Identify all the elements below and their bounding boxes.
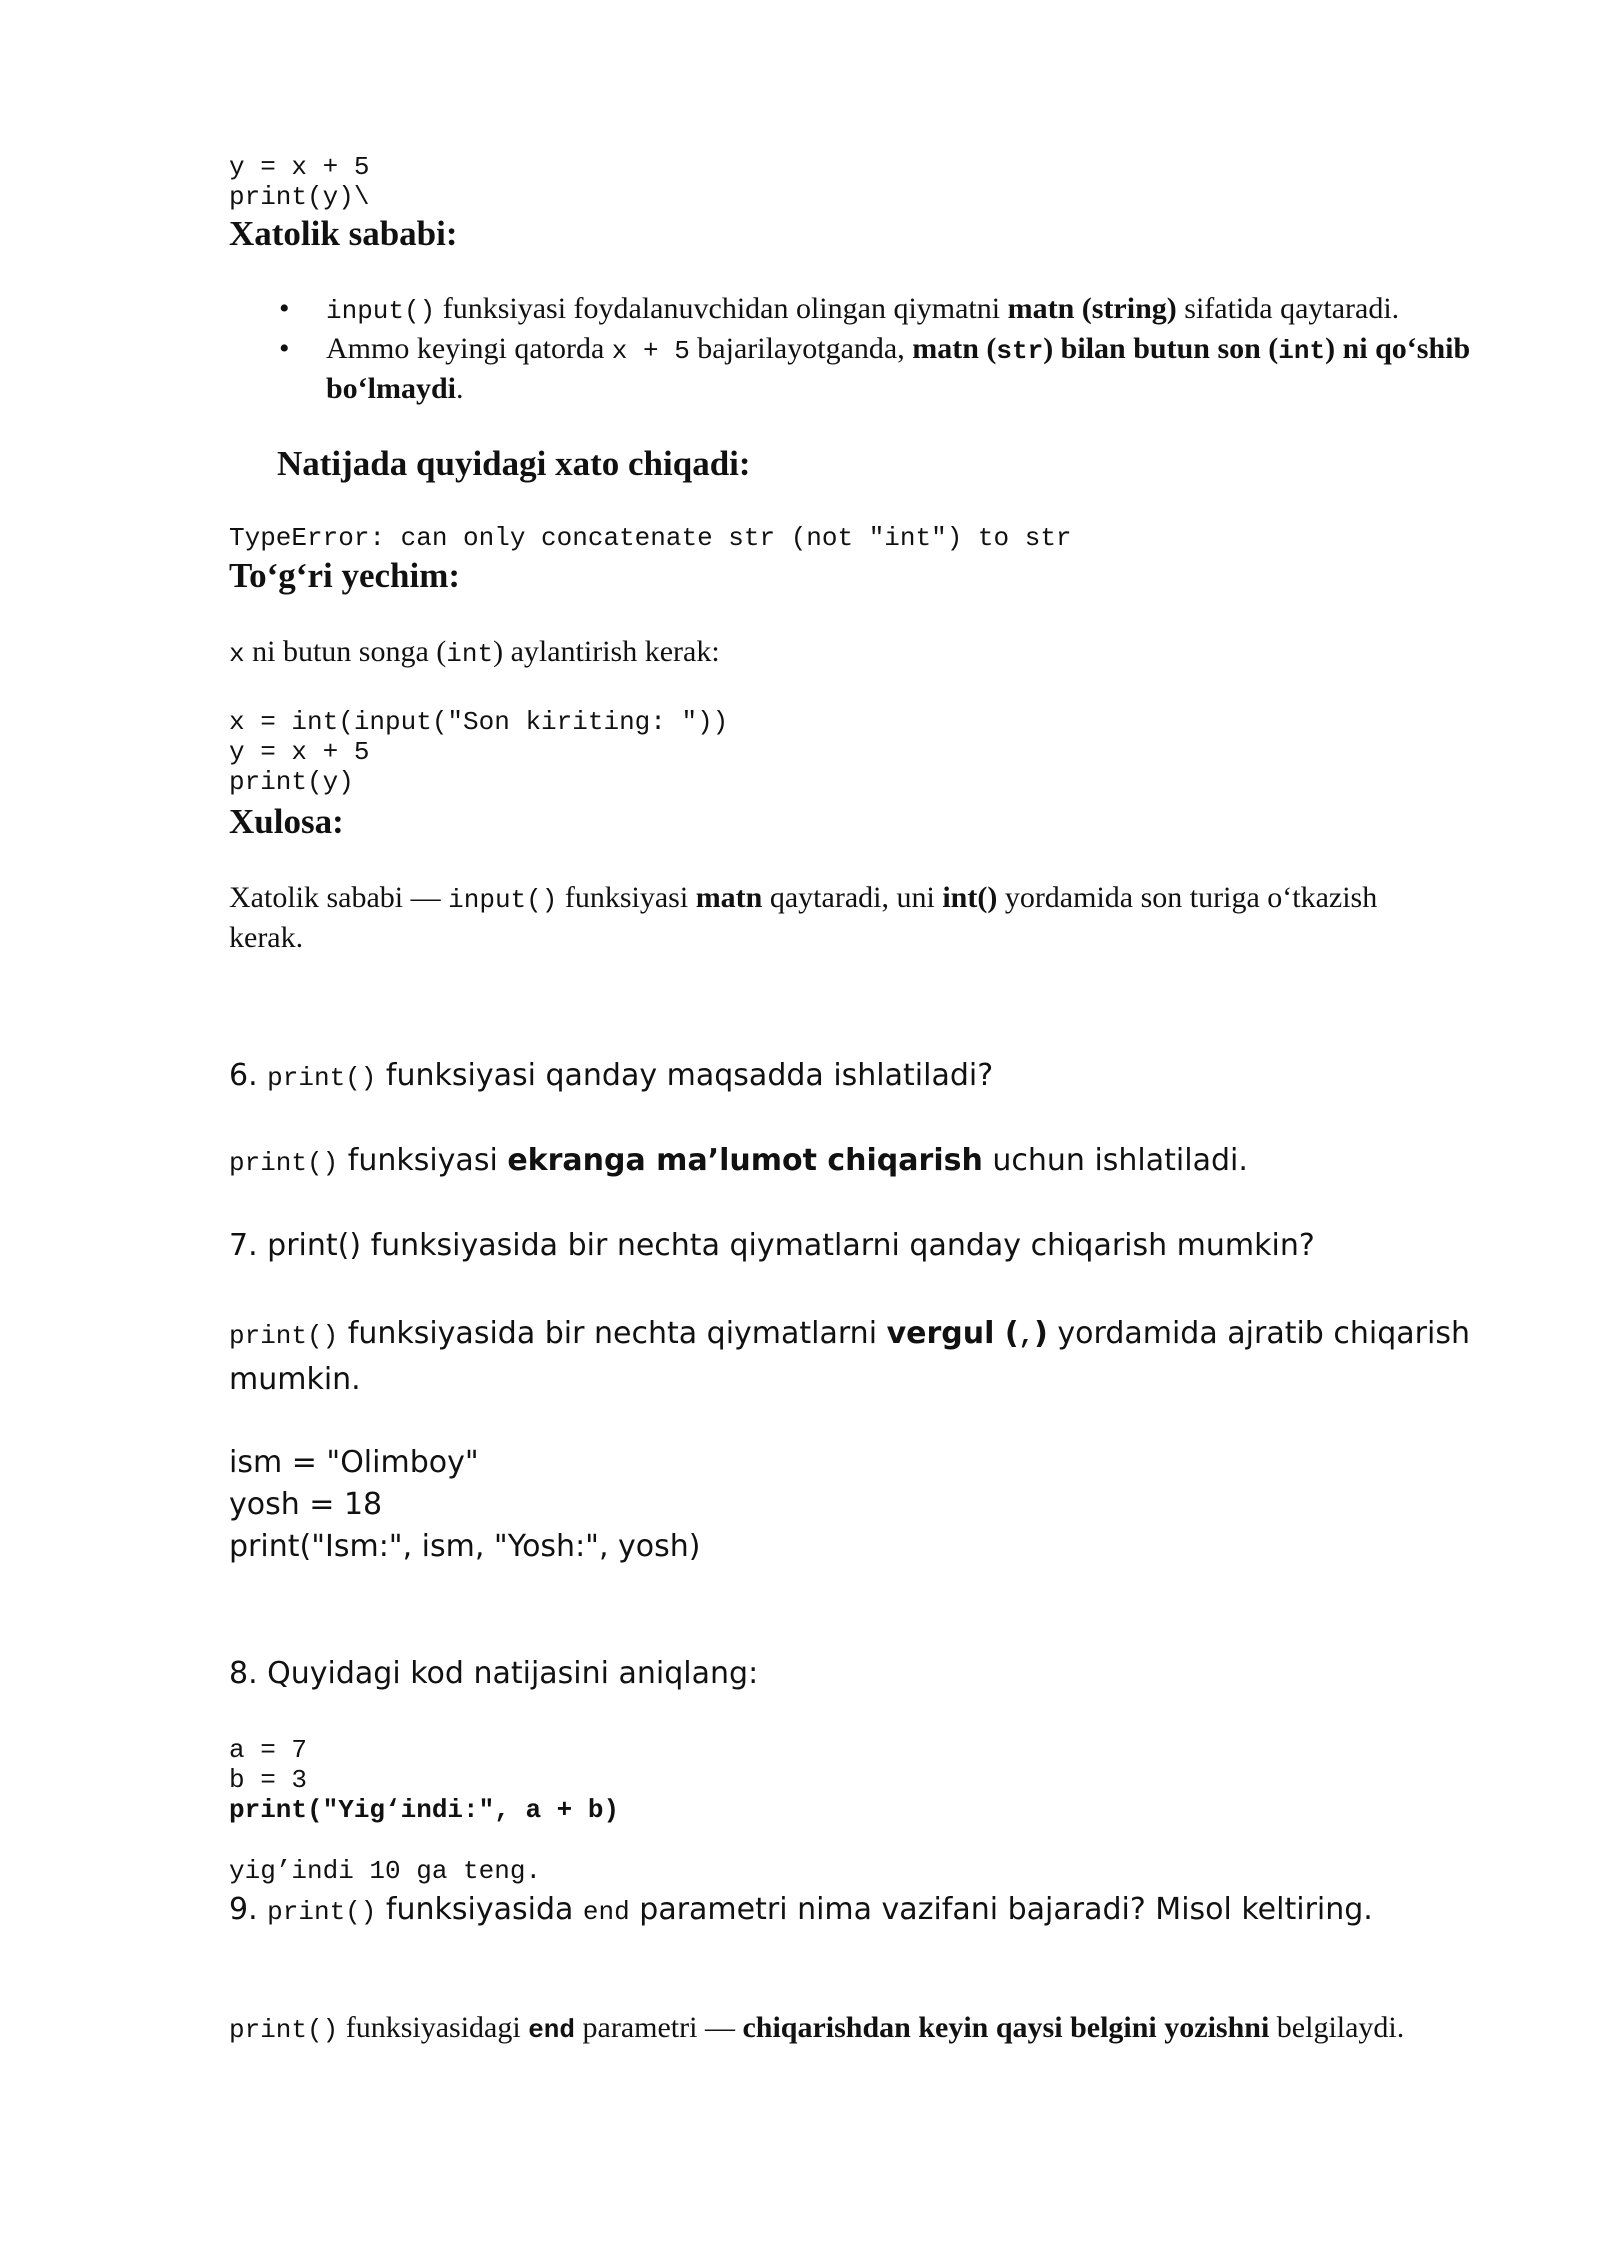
bold-text: matn (string) (1007, 292, 1177, 325)
bold-text: matn ( (912, 332, 997, 365)
inline-code: input() (448, 885, 558, 915)
code-line: y = x + 5 (229, 737, 370, 767)
bold-text: ) ni qo‘shib bo‘lmaydi (326, 332, 1471, 405)
inline-code: input() (326, 296, 436, 326)
bullet-dot-icon: • (279, 292, 290, 325)
text: yordamida son turiga o‘tkazish (997, 881, 1378, 914)
text: funksiyasi foydalanuvchidan olingan qiymatni (435, 292, 1008, 325)
code-block-8 (229, 1735, 619, 1825)
text: parametri nima vazifani bajaradi? Misol keltiring. (629, 1892, 1373, 1927)
bullet-item-2 (229, 330, 1499, 408)
bullet-item-1 (229, 290, 1499, 330)
text: qaytaradi, uni (762, 881, 943, 914)
code-line-bold: print("Yig‘indi:", a + b) (229, 1795, 620, 1825)
cause-bullet-list (229, 290, 1499, 408)
conclusion-line-1 (229, 879, 1377, 919)
inline-code: print() (267, 1897, 377, 1927)
bold-text: vergul ( (886, 1316, 1019, 1351)
example-line: yosh = 18 (229, 1487, 383, 1522)
text: bajarilayotganda, (689, 332, 913, 365)
heading-solution: To‘g‘ri yechim: (229, 556, 461, 595)
code-line: print(y) (229, 767, 354, 797)
text: Xatolik sababi — (229, 881, 449, 914)
code-line: a = 7 (229, 1735, 308, 1765)
code-line: b = 3 (229, 1765, 308, 1795)
text: ) aylantirish kerak: (493, 635, 720, 668)
bold-text: int() (942, 881, 998, 914)
example-line: ism = "Olimboy" (229, 1445, 479, 1480)
inline-code: print() (229, 2015, 339, 2045)
inline-code: print() (267, 1063, 377, 1093)
text: sifatida qaytaradi. (1176, 292, 1400, 325)
solution-text (229, 633, 720, 673)
bold-text: ) bilan butun son ( (1043, 332, 1279, 365)
answer-7-line-2: mumkin. (229, 1362, 361, 1397)
conclusion-line-2: kerak. (229, 921, 304, 954)
code-block-1 (229, 152, 369, 212)
heading-conclusion: Xulosa: (229, 802, 344, 841)
error-line: TypeError: can only concatenate str (not "int") to str (229, 523, 1072, 553)
inline-code: print() (229, 1148, 339, 1178)
inline-code: end (582, 1897, 630, 1927)
inline-code: int (1278, 336, 1326, 366)
text: funksiyasi qanday maqsadda ishlatiladi? (376, 1058, 994, 1093)
code-line: x = int(input("Son kiriting: ")) (229, 707, 729, 737)
bold-text: matn (695, 881, 763, 914)
example-7 (229, 1442, 701, 1568)
inline-code: str (996, 336, 1044, 366)
inline-code: int (446, 639, 494, 669)
inline-code: print() (229, 1321, 339, 1351)
answer-7 (229, 1312, 1470, 1401)
code-block-2 (229, 707, 728, 797)
inline-code: x (229, 639, 245, 669)
inline-code: , (1018, 1321, 1035, 1351)
text: funksiyasida (376, 1892, 583, 1927)
answer-8: yig’indi 10 ga teng. (229, 1856, 542, 1886)
code-line: print(y)\ (229, 182, 370, 212)
text: Ammo keyingi qatorda (326, 332, 612, 365)
inline-code: end (528, 2015, 576, 2045)
example-line: print("Ism:", ism, "Yosh:", yosh) (229, 1529, 701, 1564)
question-number: 9. (229, 1892, 268, 1927)
text: funksiyasidagi (338, 2011, 529, 2044)
text: uchun ishlatiladi. (982, 1143, 1248, 1178)
text: funksiyasi (338, 1143, 508, 1178)
heading-cause: Xatolik sababi: (229, 214, 458, 253)
bullet-dot-icon: • (279, 332, 290, 365)
answer-6 (229, 1141, 1248, 1183)
text: funksiyasida bir nechta qiymatlarni (338, 1316, 887, 1351)
text: . (456, 372, 464, 405)
code-line: y = x + 5 (229, 152, 370, 182)
text: funksiyasi (557, 881, 696, 914)
conclusion-paragraph (229, 879, 1377, 957)
answer-9 (229, 2009, 1404, 2049)
question-8: 8. Quyidagi kod natijasini aniqlang: (229, 1656, 759, 1691)
bold-text: chiqarishdan keyin qaysi belgini yozishni (742, 2011, 1270, 2044)
inline-code: x + 5 (611, 336, 690, 366)
question-9 (229, 1890, 1373, 1932)
answer-7-line-1 (229, 1312, 1470, 1358)
bold-text: ) (1034, 1316, 1048, 1351)
text: yordamida ajratib chiqarish (1047, 1316, 1470, 1351)
question-number: 6. (229, 1058, 268, 1093)
question-6 (229, 1056, 993, 1098)
bold-text: ekranga ma’lumot chiqarish (507, 1143, 983, 1178)
text: belgilaydi. (1269, 2011, 1405, 2044)
text: parametri — (575, 2011, 743, 2044)
question-7: 7. print() funksiyasida bir nechta qiymatlarni qanday chiqarish mumkin? (229, 1228, 1315, 1263)
text: ni butun songa ( (244, 635, 447, 668)
heading-result: Natijada quyidagi xato chiqadi: (277, 444, 751, 483)
